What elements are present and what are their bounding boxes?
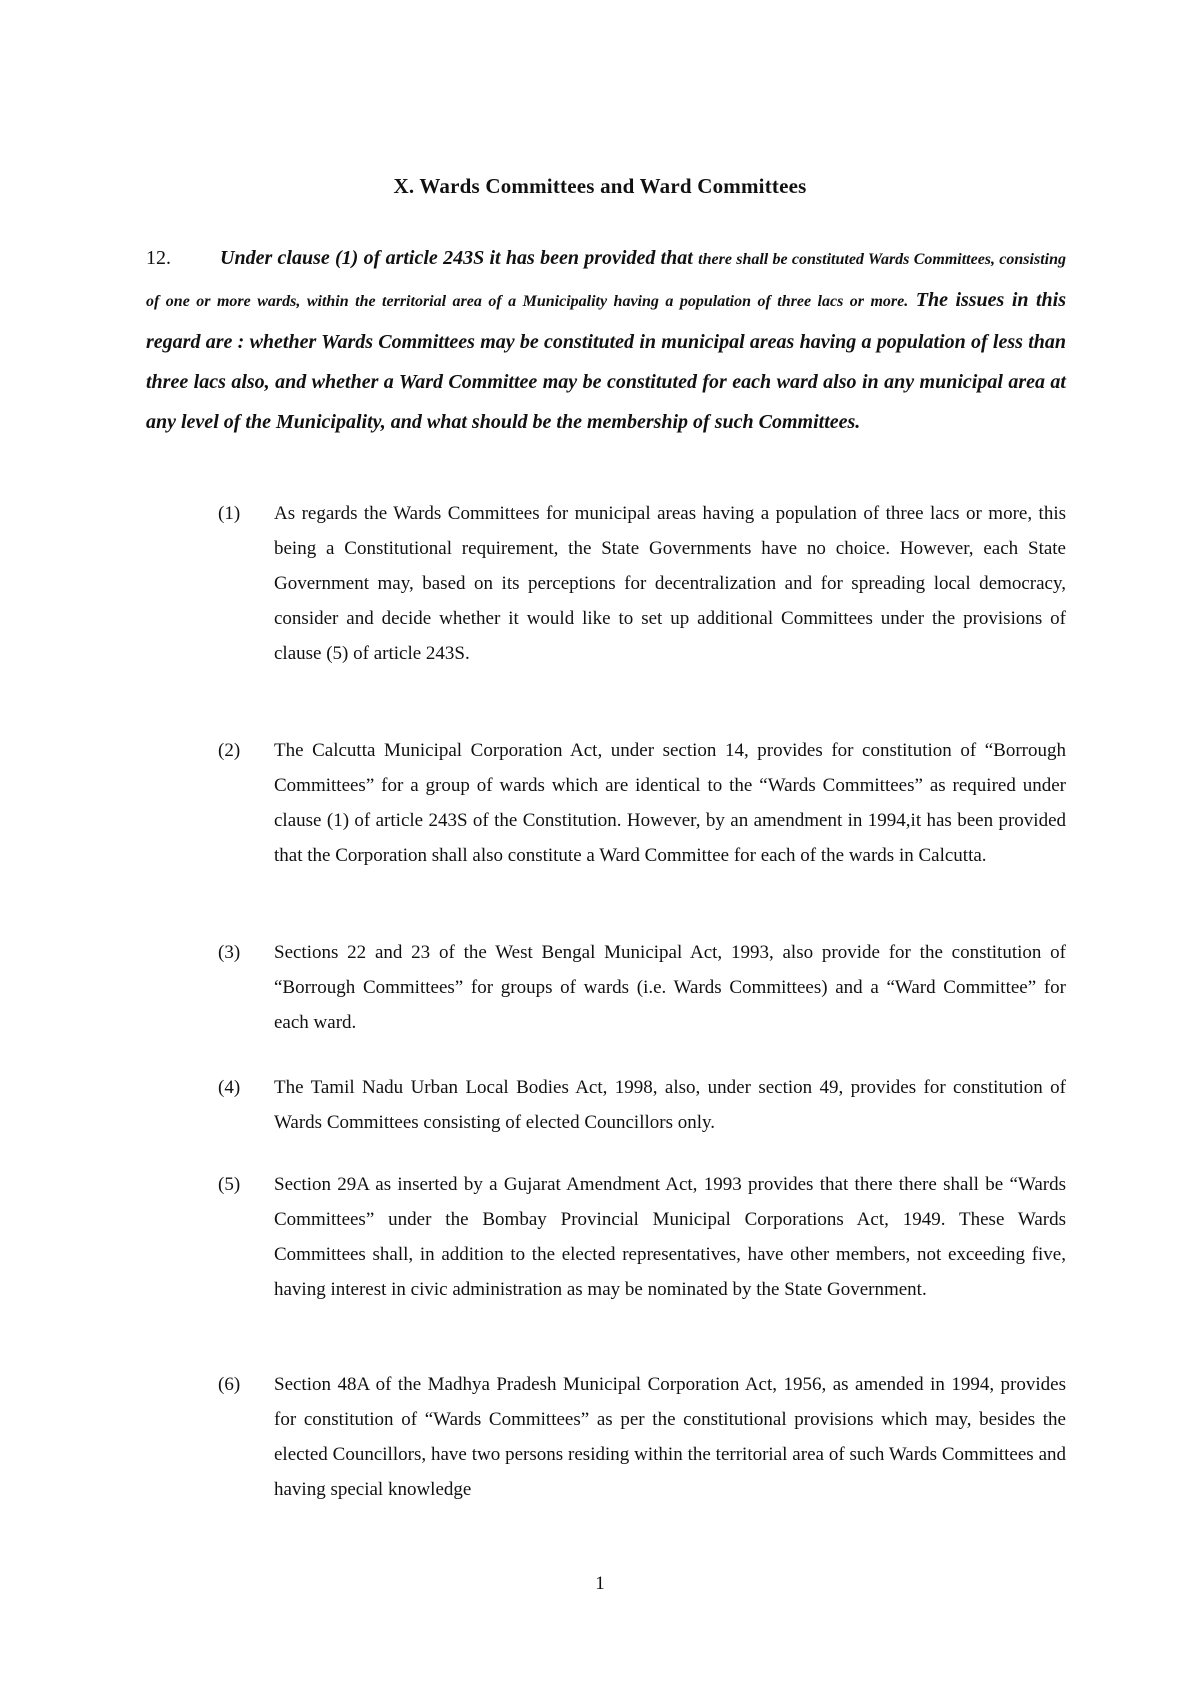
list-item: [218, 496, 1066, 671]
list-item-number: (1): [218, 503, 241, 524]
intro-text-part2: there shall be constituted Wards Committees, consisting of one or more wards, within the territorial area of a Municipality having a population of three lacs or more.: [146, 251, 1066, 310]
intro-paragraph: [146, 238, 1066, 442]
section-heading: X. Wards Committees and Ward Committees: [393, 174, 807, 198]
intro-text-part1: Under clause (1) of article 243S it has been provided that: [220, 247, 699, 269]
list-item-text: As regards the Wards Committees for municipal areas having a population of three lacs or more, this being a Constitutional requirement, the State Governments have no choice. However, each State Government may, based on its perceptions for decentralization and for spreading local democracy, consider and decide whether it would like to set up additional Committees under the provisions of clause (5) of article 243S.: [274, 503, 1066, 664]
list-item-number: (5): [218, 1174, 241, 1195]
list-item: [218, 935, 1066, 1040]
list-item: [218, 733, 1066, 873]
list-item-number: (2): [218, 740, 241, 761]
list-item: [218, 1070, 1066, 1140]
list-item: [218, 1367, 1066, 1507]
list-item-text: The Calcutta Municipal Corporation Act, under section 14, provides for constitution of “Borrough Committees” for a group of wards which are identical to the “Wards Committees” as required under clause (1) of article 243S of the Constitution. However, by an amendment in 1994,it has been provided that the Corporation shall also constitute a Ward Committee for each of the wards in Calcutta.: [274, 740, 1066, 866]
list-item-text: Section 48A of the Madhya Pradesh Municipal Corporation Act, 1956, as amended in 1994, provides for constitution of “Wards Committees” as per the constitutional provisions which may, besides the elected Councillors, have two persons residing within the territorial area of such Wards Committees and having special knowledge: [274, 1374, 1066, 1500]
intro-text-part3: The issues in this regard are : whether Wards Committees may be constituted in municipal areas having a population of less than three lacs also, and whether a Ward Committee may be constituted for each ward also in any municipal area at any level of the Municipality, and what should be the membership of such Committees.: [146, 289, 1067, 433]
list-item-text: Section 29A as inserted by a Gujarat Amendment Act, 1993 provides that there there shall be “Wards Committees” under the Bombay Provincial Municipal Corporations Act, 1949. These Wards Committees shall, in addition to the elected representatives, have other members, not exceeding five, having interest in civic administration as may be nominated by the State Government.: [274, 1174, 1066, 1300]
page-number: 1: [595, 1573, 605, 1594]
list-item-text: The Tamil Nadu Urban Local Bodies Act, 1998, also, under section 49, provides for constitution of Wards Committees consisting of elected Councillors only.: [274, 1077, 1066, 1133]
list-item-number: (4): [218, 1077, 241, 1098]
list-item-text: Sections 22 and 23 of the West Bengal Municipal Act, 1993, also provide for the constitution of “Borrough Committees” for groups of wards (i.e. Wards Committees) and a “Ward Committee” for each ward.: [274, 942, 1066, 1033]
list-item-number: (3): [218, 942, 241, 963]
list-item: [218, 1167, 1066, 1307]
paragraph-number: 12.: [146, 247, 171, 269]
list-item-number: (6): [218, 1374, 241, 1395]
